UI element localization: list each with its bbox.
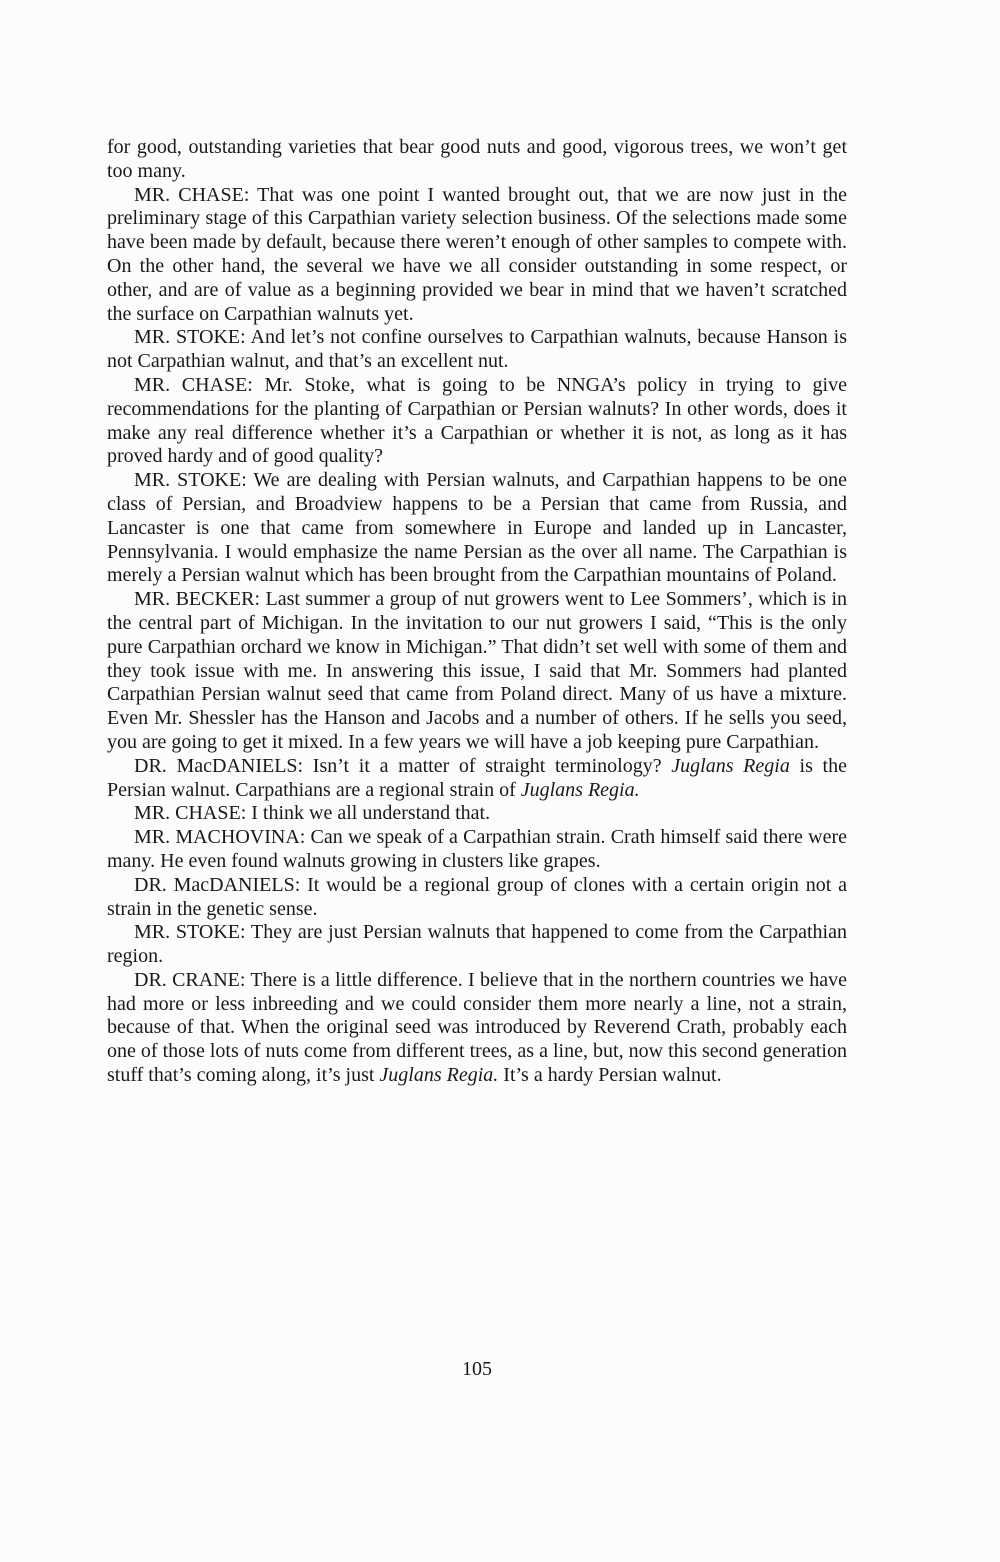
italic-text: Juglans Regia. xyxy=(520,778,640,801)
paragraph xyxy=(107,874,847,922)
paragraph xyxy=(107,469,847,588)
text-segment: DR. MacDANIELS: Isn’t it a matter of straight terminology? xyxy=(134,754,672,777)
paragraph xyxy=(107,826,847,874)
text-segment: MR. STOKE: We are dealing with Persian walnuts, and Carpathian happens to be one class of Persian, and Broadview happens to be a Persian that came from Russia, and Lancaster is one that came from somewhere in Europe and landed up in Lancaster, Pennsylvania. I would emphasize the name Persian as the over all name. The Carpathian is merely a Persian walnut which has been brought from the Carpathian mountains of Poland. xyxy=(107,469,847,587)
paragraph xyxy=(107,326,847,374)
paragraph xyxy=(107,588,847,755)
page-number: 105 xyxy=(462,1358,492,1380)
text-block xyxy=(107,136,847,1088)
text-segment: MR. STOKE: And let’s not confine ourselves to Carpathian walnuts, because Hanson is not Carpathian walnut, and that’s an excellent nut. xyxy=(107,326,847,373)
text-segment: MR. CHASE: That was one point I wanted brought out, that we are now just in the preliminary stage of this Carpathian variety selection business. Of the selections made some have been made by default, because there weren’t enough of other samples to compete with. On the other hand, the several we have we all consider outstanding in some respect, or other, and are of value as a beginning provided we bear in mind that we haven’t scratched the surface on Carpathian walnuts yet. xyxy=(107,183,847,325)
text-segment: MR. CHASE: I think we all understand that. xyxy=(134,802,491,825)
text-segment: It’s a hardy Persian walnut. xyxy=(498,1064,722,1087)
text-segment: for good, outstanding varieties that bear good nuts and good, vigorous trees, we won’t get too many. xyxy=(107,136,847,182)
text-segment: DR. CRANE: There is a little difference. I believe that in the northern countries we have had more or less inbreeding and we could consider them more nearly a line, not a strain, because of that. When the original seed was introduced by Reverend Crath, probably each one of those lots of nuts come from different trees, as a line, but, now this second generation stuff that’s coming along, it’s just xyxy=(107,968,847,1087)
text-segment: is the Persian walnut. Carpathians are a regional strain of xyxy=(107,754,847,801)
text-segment: MR. MACHOVINA: Can we speak of a Carpathian strain. Crath himself said there were many. He even found walnuts growing in clusters like grapes. xyxy=(107,826,847,872)
paragraph xyxy=(107,755,847,803)
italic-text: Juglans Regia xyxy=(671,754,790,777)
paragraph xyxy=(107,184,847,327)
paragraph xyxy=(107,374,847,469)
text-segment: MR. CHASE: Mr. Stoke, what is going to be NNGA’s policy in trying to give recommendations for the planting of Carpathian or Persian walnuts? In other words, does it make any real difference whether it’s a Carpathian or whether it is not, as long as it has proved hardy and of good quality? xyxy=(107,373,847,468)
text-segment: DR. MacDANIELS: It would be a regional group of clones with a certain origin not a strain in the genetic sense. xyxy=(107,873,847,920)
paragraph xyxy=(107,921,847,969)
paragraph xyxy=(107,136,847,184)
text-segment: MR. STOKE: They are just Persian walnuts that happened to come from the Carpathian region. xyxy=(107,921,847,968)
italic-text: Juglans Regia. xyxy=(379,1064,499,1087)
text-segment: MR. BECKER: Last summer a group of nut growers went to Lee Sommers’, which is in the central part of Michigan. In the invitation to our nut growers I said, “This is the only pure Carpathian orchard we know in Michigan.” That didn’t set well with some of them and they took issue with me. In answering this issue, I said that Mr. Sommers had planted Carpathian Persian walnut seed that came from Poland direct. Many of us have a mixture. Even Mr. Shessler has the Hanson and Jacobs and a number of others. If he sells you seed, you are going to get it mixed. In a few years we will have a job keeping pure Carpathian. xyxy=(107,588,847,753)
paragraph xyxy=(107,969,847,1088)
paragraph xyxy=(107,802,847,826)
